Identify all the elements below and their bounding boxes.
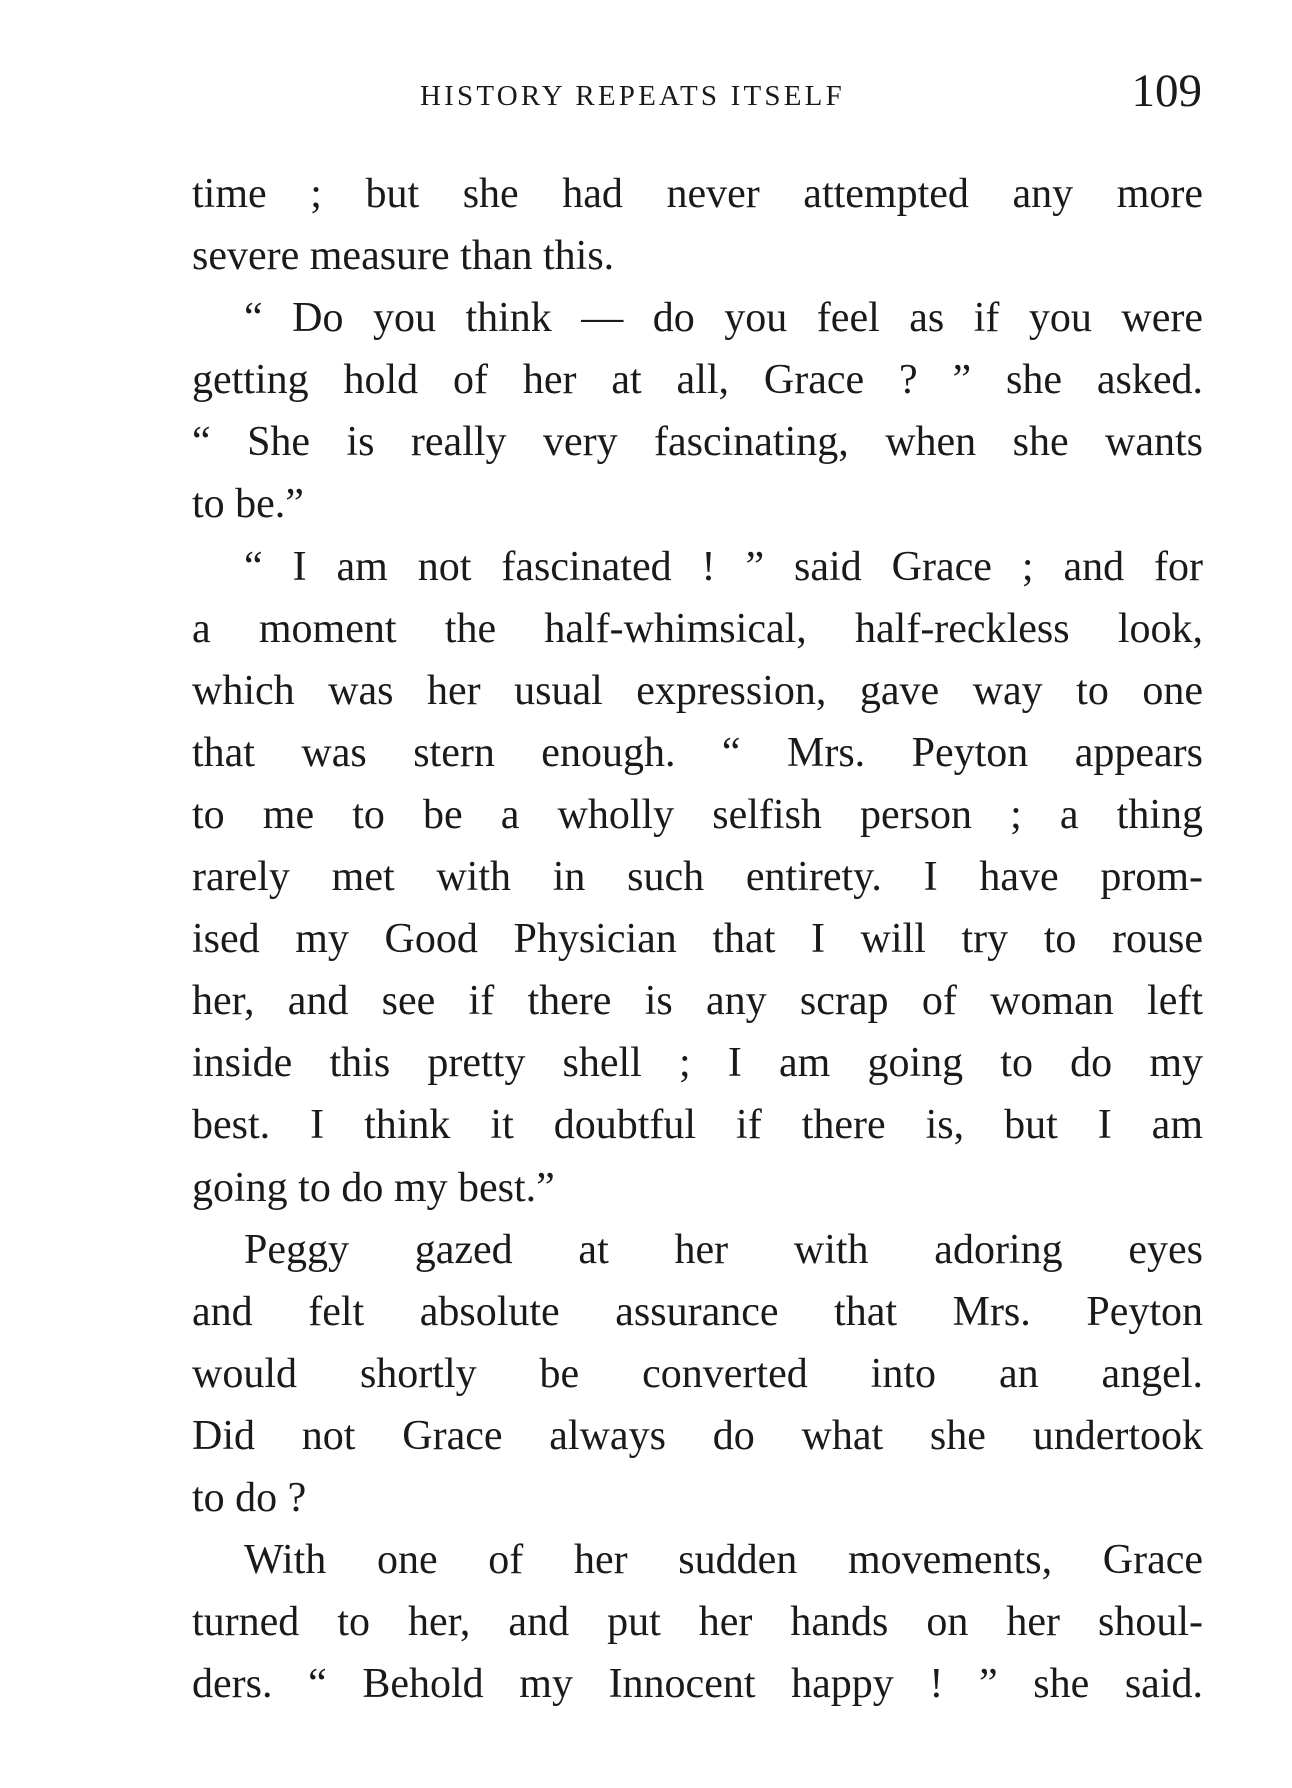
- text-line: getting hold of her at all, Grace ? ” she asked.: [192, 357, 1203, 404]
- text-line: time ; but she had never attempted any more: [192, 171, 1203, 217]
- text-line: inside this pretty shell ; I am going to do my: [192, 1040, 1203, 1087]
- text-line: ders. “ Behold my Innocent happy ! ” she said.: [192, 1661, 1203, 1708]
- text-line: “ I am not fascinated ! ” said Grace ; and for: [244, 543, 1203, 590]
- page-number: 109: [1131, 65, 1202, 117]
- text-line: ised my Good Physician that I will try to rouse: [192, 916, 1203, 963]
- text-line: that was stern enough. “ Mrs. Peyton appears: [192, 729, 1203, 776]
- paragraph: [192, 536, 1203, 1219]
- text-line: Peggy gazed at her with adoring eyes: [244, 1226, 1203, 1273]
- paragraph: [192, 1529, 1203, 1715]
- text-line: which was her usual expression, gave way to one: [192, 667, 1203, 714]
- text-line: “ She is really very fascinating, when she wants: [192, 419, 1203, 466]
- text-line: With one of her sudden movements, Grace: [244, 1537, 1203, 1584]
- text-line: and felt absolute assurance that Mrs. Peyton: [192, 1288, 1203, 1335]
- text-line: her, and see if there is any scrap of woman left: [192, 978, 1203, 1025]
- text-line: severe measure than this.: [192, 233, 615, 280]
- text-line: rarely met with in such entirety. I have prom-: [192, 854, 1203, 901]
- text-line: Did not Grace always do what she undertook: [192, 1412, 1203, 1459]
- text-line: to be.”: [192, 481, 304, 528]
- paragraph: [192, 163, 1203, 287]
- text-line: turned to her, and put her hands on her shoul-: [192, 1599, 1203, 1646]
- paragraph: [192, 287, 1203, 535]
- text-line: best. I think it doubtful if there is, but I am: [192, 1102, 1203, 1149]
- text-line: would shortly be converted into an angel.: [192, 1350, 1203, 1397]
- running-header: [192, 62, 1202, 122]
- running-title: HISTORY REPEATS ITSELF: [420, 80, 845, 112]
- body-text: [192, 163, 1203, 1715]
- paragraph: [192, 1219, 1203, 1529]
- text-line: “ Do you think — do you feel as if you were: [244, 295, 1203, 342]
- text-line: to do ?: [192, 1474, 307, 1521]
- text-line: going to do my best.”: [192, 1164, 555, 1211]
- text-line: a moment the half-whimsical, half-reckless look,: [192, 605, 1203, 652]
- text-line: to me to be a wholly selfish person ; a thing: [192, 791, 1203, 838]
